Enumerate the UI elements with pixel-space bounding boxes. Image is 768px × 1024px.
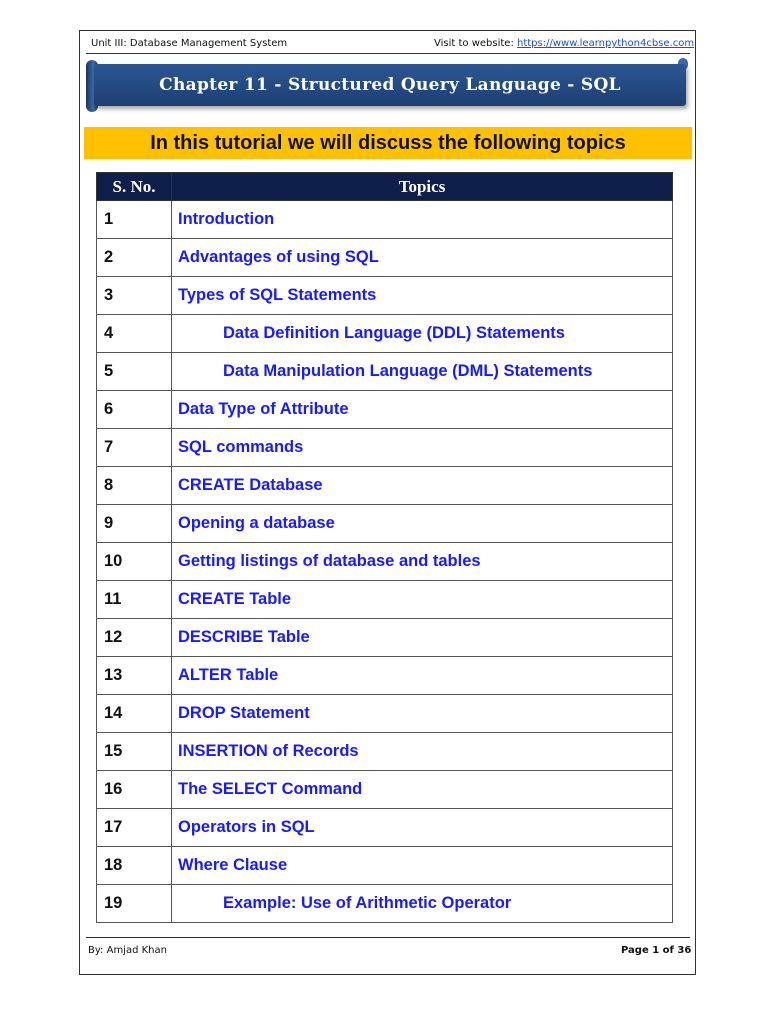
row-topic: DESCRIBE Table bbox=[172, 619, 673, 657]
row-number: 2 bbox=[97, 239, 172, 277]
table-row bbox=[97, 657, 673, 695]
row-topic: Advantages of using SQL bbox=[172, 239, 673, 277]
row-number: 12 bbox=[97, 619, 172, 657]
row-number: 3 bbox=[97, 277, 172, 315]
table-row bbox=[97, 847, 673, 885]
table-row bbox=[97, 315, 673, 353]
table-row bbox=[97, 201, 673, 239]
row-topic: Where Clause bbox=[172, 847, 673, 885]
table-row bbox=[97, 391, 673, 429]
row-number: 10 bbox=[97, 543, 172, 581]
header-unit: Unit III: Database Management System bbox=[91, 38, 288, 49]
topics-table bbox=[96, 172, 673, 923]
row-number: 15 bbox=[97, 733, 172, 771]
table-row bbox=[97, 543, 673, 581]
row-topic: The SELECT Command bbox=[172, 771, 673, 809]
header-topics: Topics bbox=[172, 173, 673, 201]
row-number: 8 bbox=[97, 467, 172, 505]
table-row bbox=[97, 505, 673, 543]
table-row bbox=[97, 885, 673, 923]
header-sno: S. No. bbox=[97, 173, 172, 201]
row-number: 6 bbox=[97, 391, 172, 429]
footer-author: By: Amjad Khan bbox=[88, 945, 167, 956]
table-row bbox=[97, 695, 673, 733]
chapter-title: Chapter 11 - Structured Query Language - SQL bbox=[94, 64, 686, 106]
row-topic: Data Manipulation Language (DML) Statements bbox=[172, 353, 673, 391]
table-header-row bbox=[97, 173, 673, 201]
row-topic: SQL commands bbox=[172, 429, 673, 467]
row-number: 19 bbox=[97, 885, 172, 923]
table-row bbox=[97, 771, 673, 809]
header-divider bbox=[86, 53, 690, 54]
row-number: 5 bbox=[97, 353, 172, 391]
row-topic: Operators in SQL bbox=[172, 809, 673, 847]
row-topic: DROP Statement bbox=[172, 695, 673, 733]
table-row bbox=[97, 239, 673, 277]
row-topic: ALTER Table bbox=[172, 657, 673, 695]
table-row bbox=[97, 429, 673, 467]
row-topic: Data Definition Language (DDL) Statements bbox=[172, 315, 673, 353]
row-topic: Introduction bbox=[172, 201, 673, 239]
header-visit-label: Visit to website: bbox=[434, 38, 517, 49]
row-topic: Getting listings of database and tables bbox=[172, 543, 673, 581]
table-row bbox=[97, 277, 673, 315]
row-number: 1 bbox=[97, 201, 172, 239]
row-topic: Example: Use of Arithmetic Operator bbox=[172, 885, 673, 923]
row-number: 17 bbox=[97, 809, 172, 847]
row-topic: Types of SQL Statements bbox=[172, 277, 673, 315]
topics-subtitle: In this tutorial we will discuss the following topics bbox=[84, 127, 692, 159]
row-number: 13 bbox=[97, 657, 172, 695]
table-row bbox=[97, 733, 673, 771]
header-website bbox=[434, 38, 695, 49]
row-number: 18 bbox=[97, 847, 172, 885]
row-number: 9 bbox=[97, 505, 172, 543]
row-number: 14 bbox=[97, 695, 172, 733]
row-number: 4 bbox=[97, 315, 172, 353]
table-row bbox=[97, 581, 673, 619]
row-topic: Opening a database bbox=[172, 505, 673, 543]
row-number: 16 bbox=[97, 771, 172, 809]
table-row bbox=[97, 353, 673, 391]
footer-page-number: Page 1 of 36 bbox=[621, 945, 692, 956]
row-topic: Data Type of Attribute bbox=[172, 391, 673, 429]
row-topic: INSERTION of Records bbox=[172, 733, 673, 771]
website-link[interactable]: https://www.learnpython4cbse.com bbox=[517, 38, 695, 49]
row-topic: CREATE Table bbox=[172, 581, 673, 619]
footer-divider bbox=[86, 937, 690, 938]
table-row bbox=[97, 467, 673, 505]
row-topic: CREATE Database bbox=[172, 467, 673, 505]
table-row bbox=[97, 619, 673, 657]
row-number: 11 bbox=[97, 581, 172, 619]
table-row bbox=[97, 809, 673, 847]
row-number: 7 bbox=[97, 429, 172, 467]
